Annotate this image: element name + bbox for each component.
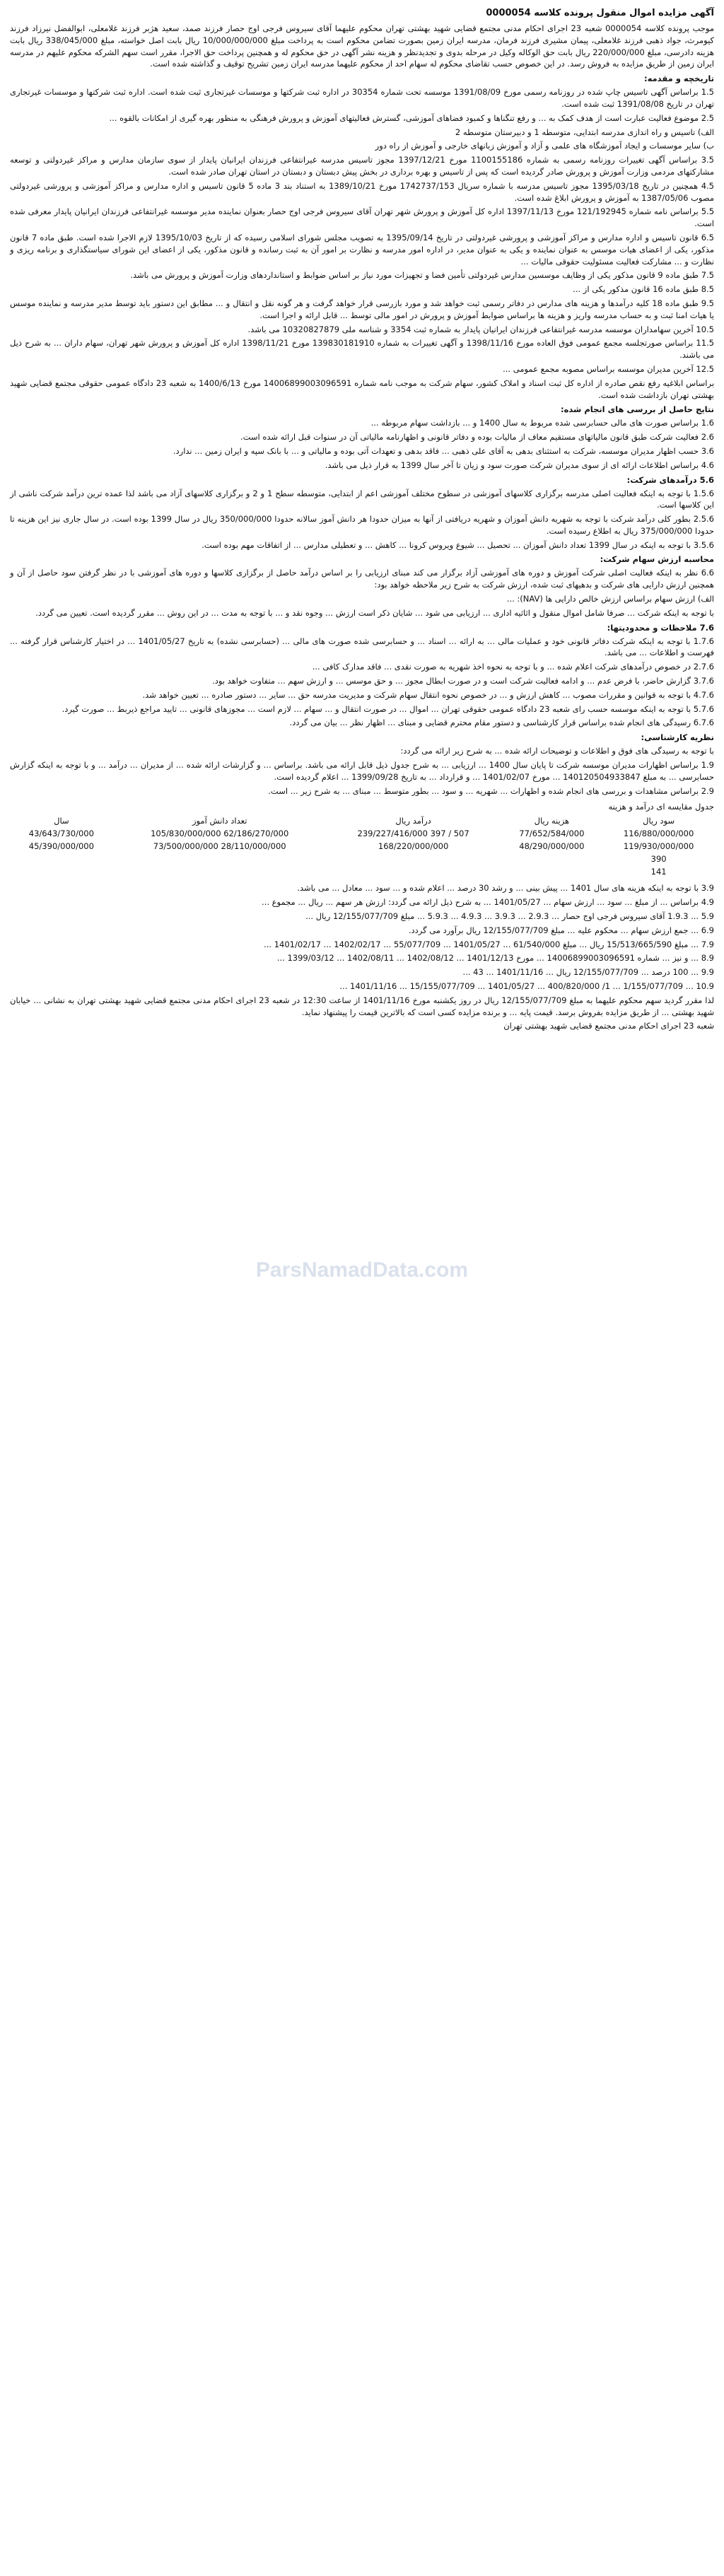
section-paragraph: 9.5 طبق ماده 18 کلیه درآمدها و هزینه های مدارس در دفاتر رسمی ثبت خواهد شد و مورد بازرسی قرار خواهد گرفت و هر گونه نقل و انتقال و ... مطابق این دستور باید توسط مدیر مدرسه و نماینده موسس یا هیات امنا ثبت و به حساب مدرسه واریز و هزینه ها براساس ضوابط آموزش و پرورش در امور مالی توسط ... قابل ارائه و اجرا است. [10,298,714,320]
financial-table [10,814,714,878]
section-heading: تاریخچه و مقدمه: [643,74,714,84]
notice-title: آگهی مزایده اموال منقول پرونده کلاسه 0000054 [486,8,714,18]
table-cell: 77/652/584/000 [519,829,585,839]
table-title: جدول مقایسه ای درآمد و هزینه [608,802,714,812]
table-cell [10,865,113,878]
table-row [10,853,714,865]
section-paragraph: 2.9 براساس مشاهدات و بررسی های انجام شده و اظهارات ... شهریه ... و سود ... بطور متوسط ... مبنای ... به شرح زیر ... است. [268,785,714,796]
section-paragraph: 10.5 آخرین سهامداران موسسه مدرسه غیرانتفاعی فرزندان ایرانیان پایدار به شماره ثبت 3354 و شناسه ملی 10320827879 می باشد. [247,324,714,334]
section-paragraph: براساس ابلاغیه رفع نقص صادره از اداره کل ثبت اسناد و املاک کشور، سهام شرکت به موجب نامه شماره 14006899003096591 مورخ 1400/6/13 به شعبه 23 دادگاه عمومی حقوقی مجتمع قضایی شهید بهشتی تهران بازداشت شده است. [10,377,715,400]
section-paragraph: 12.5 آخرین مدیران موسسه براساس مصوبه مجمع عمومی ... [503,363,714,374]
section-paragraph: 8.5 طبق ماده 16 قانون مذکور یکی از ... [573,284,714,295]
table-header-cell: درآمد ریال [395,816,431,826]
table-cell [10,853,113,865]
section-paragraph: 4.5 همچنین در تاریخ 1395/03/18 مجوز تاسیس مدرسه با شماره سریال 1742737/153 مورخ 1389/10/21 به استناد بند 3 ماده 5 قانون تاسیس و اداره مدارس و مراکز آموزشی و پرورشی غیردولتی مصوب 1387/05/06 به آموزش و پرورش ابلاغ شده است. [10,180,714,203]
section-paragraph: 10.9 ... 1/155/077/709 ... 1/ 400/820/000 ... 1401/05/27 ... 15/155/077/709 ... 1401/11/16 ... [339,981,714,992]
section-paragraph: 5.7.6 با توجه به اینکه موسسه حسب رای شعبه 23 دادگاه عمومی حقوقی تهران ... اموال ... در صورت انتقال و ... سهام ... لازم است ... مجوزهای قانونی ... تایید مراجع ذیربط ... صورت گیرد. [62,703,714,714]
after-table-sections [10,882,714,992]
table-header-cell: سود ریال [643,816,675,826]
section-paragraph: با توجه به رسیدگی های فوق و اطلاعات و توضیحات ارائه شده ... به شرح زیر ارائه می گردد: [400,746,714,756]
notice-intro: موجب پرونده کلاسه 0000054 شعبه 23 اجرای احکام مدنی مجتمع قضایی شهید بهشتی تهران محکوم علیهما آقای سیروس فرجی اوج حصار فرزند صمد، سعید هژبر فرزند غلامعلی، ابوالفضل نیرزاد فرزند کیومرث، جواد ذهبی فرزند غلامعلی، پیمان مشیری فرزند فرمان، مدرسه ایران زمین بصورت تضامن محکوم است به پرداخت مبلغ 10/000/000/000 ریال بابت اصل خواسته، مبلغ 338/045/000 ریال بابت هزینه دادرسی، مبلغ 220/000/000 ریال بابت حق الوکاله وکیل در مرحله بدوی و تجدیدنظر و هزینه نشر آگهی در حق محکوم له و همچنین پرداخت حق الاجرا، مقرر است سهم الشرکه محکوم علیهم در مدرسه ایران زمین از طریق مزایده به فروش رسد. در این خصوص حسب تقاضای محکوم له سهام احد از محکوم علیهما مدرسه ایران زمین تشریح توقیف و گذاشته شده است. [10,23,715,69]
watermark: ParsNamadData.com [255,1258,469,1282]
section-paragraph: 1.9 براساس اظهارات مدیران موسسه شرکت تا پایان سال 1400 ... ارزیابی ... به شرح جدول ذیل قابل ارائه می باشد. براساس ... و گزارشات ارائه شده ... از مدیران ... درآمد ... و با توجه به اینکه گزارش حسابرسی ... به مبلغ 140120504933847 ... مورخ 1401/02/07 ... و قرارداد ... به تاریخ 1399/09/28 ... اعلام گردیده است. [10,760,714,782]
table-cell [501,853,604,865]
section-paragraph: 5.5 براساس نامه شماره 121/192945 مورخ 1397/11/13 اداره کل آموزش و پرورش شهر تهران آقای سیروس فرجی اوج حصار بعنوان نماینده مدیر موسسه غیرانتفاعی فرزندان ایرانیان پایدار معرفی شده است. [10,206,715,229]
section-paragraph: 6.6 نظر به اینکه فعالیت اصلی شرکت آموزش و دوره های آموزشی آزاد برگزار می کند مبنای ارزیابی را بر اساس درآمد حاصل از برگزاری کلاسها و دوره های آموزشی با در نظر گرفتن سود حاصل از آن و همچنین ارزش دارایی های شرکت و بدهیهای ثبت شده، ارزش شرکت به شرح زیر ملاحظه خواهد بود: [10,568,714,590]
section-paragraph: 5.9 ... 1.9.3 آقای سیروس فرجی اوج حصار ... 2.9.3 ... 3.9.3 ... 4.9.3 ... 5.9.3 ... مبلغ 12/155/077/709 ریال ... [305,911,714,922]
section-paragraph: 6.7.6 رسیدگی های انجام شده براساس قرار کارشناسی و دستور مقام محترم قضایی و مبنای ... اظهار نظر ... بیان می گردد. [289,718,714,728]
table-cell: 28/110/000/000 73/500/000/000 [153,841,286,852]
section-paragraph: 1.5.6 با توجه به اینکه فعالیت اصلی مدرسه برگزاری کلاسهای آموزشی در سطوح مختلف آموزشی اعم از ابتدایی، متوسطه سطح 1 و 2 و برگزاری کلاسهای آزاد می باشد لذا عمده ترین درآمد شرکت ناشی از این کلاسها است. [10,488,714,510]
table-cell [113,853,327,865]
section-paragraph: 2.6 فعالیت شرکت طبق قانون مالیاتهای مستقیم معاف از مالیات بوده و دفاتر قانونی و اظهارنامه مالیاتی آن در سنوات قبل ارائه شده است. [240,432,714,443]
section-paragraph: 3.5 براساس آگهی تغییرات روزنامه رسمی به شماره 1100155186 مورخ 1397/12/21 مجوز تاسیس مدرسه غیرانتفاعی فرزندان ایرانیان پایدار از سوی سازمان مدارس و مراکز غیردولتی و توسعه مشارکتهای مردمی وزارت آموزش و پرورش صادر گردیده است که پس از تاسیس و بهره برداری در بخش پیش دبستان و دبستان در استان تهران صادر شده است. [10,155,714,177]
section-paragraph: 4.7.6 با توجه به قوانین و مقررات مصوب ... کاهش ارزش و ... در خصوص نحوه انتقال سهام شرکت و مدیریت مدرسه حق ... سایر ... دستور صادره ... تعیین خواهد شد. [142,689,714,700]
table-cell: 48/290/000/000 [519,841,585,852]
table-row [10,827,714,840]
table-header-cell: تعداد دانش آموز [192,816,247,826]
section-paragraph: 3.9 با توجه به اینکه هزینه های سال 1401 ... پیش بینی ... و رشد 30 درصد ... اعلام شده و ... سود ... معادل ... می باشد. [297,883,714,894]
section-paragraph: ب) سایر موسسات و ایجاد آموزشگاه های علمی و آزاد و آموزش زبانهای خارجی و آموزش از راه دور [375,141,714,151]
section-heading: 5.6 درآمدهای شرکت: [626,474,714,485]
table-cell: 43/643/730/000 [28,829,94,839]
section-paragraph: 3.6 حسب اظهار مدیران موسسه، شرکت به استثنای بدهی به آقای علی ذهبی ... فاقد بدهی و تعهدات آتی بوده و مالیاتی و ... با بانک سپه و ایران زمین ... ندارد. [173,445,714,456]
table-cell: 119/930/000/000 [623,841,694,852]
table-body [10,827,714,878]
section-paragraph: لذا مقرر گردید سهم محکوم علیهما به مبلغ 12/155/077/709 ریال در روز یکشنبه مورخ 1401/11/16 از ساعت 12:30 در شعبه 23 اجرای احکام مدنی مجتمع قضایی شهید بهشتی تهران به نشانی ... خیابان شهید بهشتی ... از طریق مزایده بفروش برسد. قیمت پایه ... و برنده مزایده کسی است که بالاترین قیمت را پیشنهاد نماید. [10,995,714,1017]
section-paragraph: 7.5 طبق ماده 9 قانون مذکور یکی از وظایف موسسین مدارس غیردولتی تأمین فضا و تجهیزات مورد نیاز بر اساس ضوابط و استانداردهای وزارت آموزش و پرورش می باشد. [130,270,714,281]
section-paragraph: 6.5 قانون تاسیس و اداره مدارس و مراکز آموزشی و پرورشی غیردولتی در تاریخ 1395/09/14 به تصویب مجلس شورای اسلامی رسیده که از تاریخ 1395/10/03 لازم الاجرا شده است. طبق ماده 7 قانون مذکور، یکی از اعضای هیات موسس به عنوان نماینده و یکی به عنوان مدیر، در اداره امور مدرسه و نظارت بر امور آن به ثبت رسانده و قانون مذکور، یکی از اعضای این شورای سیاستگذاری و برنامه ریزی و نظارت و ... مشارکت فعالیت مسئولیت حقوقی مالیات ... [10,232,714,267]
table-header-cell: هزینه ریال [534,816,570,826]
section-paragraph: 1.5 براساس آگهی تاسیس چاپ شده در روزنامه رسمی مورخ 1391/08/09 موسسه تحت شماره 30354 در اداره ثبت شرکتها و موسسات غیرتجاری ثبت شده است. اداره ثبت شرکتها و موسسات غیرتجاری تهران در تاریخ 1391/08/08 ثبت شده است. [10,87,714,109]
section-heading: 7.6 ملاحظات و محدودیتها: [607,622,714,633]
table-cell: 141 [650,867,667,877]
section-paragraph: 6.9 ... جمع ارزش سهام ... محکوم علیه ... مبلغ 12/155/077/709 ریال برآورد می گردد. [408,925,714,935]
section-paragraph: الف) ارزش سهام براساس ارزش خالص دارایی ها (NAV): ... [506,594,714,604]
table-cell: 507 / 397 239/227/416/000 [357,829,469,839]
section-heading: نتایج حاصل از بررسی های انجام شده: [560,404,714,415]
table-header-row [10,814,714,827]
section-paragraph: 11.5 براساس صورتجلسه مجمع عمومی فوق العاده مورخ 1398/11/16 و آگهی تغییرات به شماره 139830181910 مورخ 1398/11/21 اداره کل آموزش و پرورش شهر تهران، سهام داران ... به شرح ذیل می باشند. [10,338,714,361]
table-cell [501,865,604,878]
section-paragraph: 1.7.6 با توجه به اینکه شرکت دفاتر قانونی خود و عملیات مالی ... به ارائه ... اسناد ... و حسابرسی شده صورت های مالی ... (حسابرسی نشده) به تاریخ 1401/05/27 ... در اختیار کارشناس قرار گرفته ... فهرست و اطلاعات ... می باشد. [10,636,714,658]
section-paragraph: 1.6 براساس صورت های مالی حسابرسی شده مربوط به سال 1400 و ... بازداشت سهام مربوطه ... [370,418,714,428]
section-heading: محاسبه ارزش سهام شرکت: [600,554,714,565]
table-cell: 168/220/000/000 [378,841,449,852]
section-paragraph: 4.9 براساس ... از مبلغ ... سود ... ارزش سهام ... 1401/05/27 ... به شرح ذیل ارائه می گردد: ارزش هر سهم ... ریال ... مجموع ... [262,897,714,908]
section-paragraph: 2.5 موضوع فعالیت عبارت است از هدف کمک به ... و رفع تنگناها و کمبود فضاهای آموزشی، گسترش فعالیتهای آموزش و پرورش فرهنگی به منظور بهره گیری از امکانات بالقوه ... [109,112,714,123]
section-paragraph: 8.9 ... و نیز ... شماره 14006899003096591 ... مورخ 1401/12/13 ... 1402/08/12 ... 1402/08/11 ... 1399/03/12 ... [276,953,714,964]
table-row [10,840,714,853]
section-paragraph: با توجه به اینکه شرکت ... صرفا شامل اموال منقول و اثاثیه اداری ... ارزیابی می شود ... شایان ذکر است ارزش ... وجوه نقد و ... با توجه به مدت ... در این روش ... مقرر گردیده است. تعیین می گردد. [35,607,714,618]
section-paragraph: 9.9 ... 100 درصد ... 12/155/077/709 ریال ... 1401/11/16 ... 43 ... [462,967,714,978]
section-paragraph: 3.5.6 با توجه به اینکه در سال 1399 تعداد دانش آموزان ... تحصیل ... شیوع ویروس کرونا ... کاهش ... و تعطیلی مدارس ... از اتفاقات مهم بوده است. [202,539,714,550]
table-cell [327,865,501,878]
table-row [10,865,714,878]
section-paragraph: 4.6 براساس اطلاعات ارائه ای از سوی مدیران شرکت صورت سود و زیان تا آخر سال 1399 به قرار ذیل می باشد. [325,459,714,470]
section-heading: نظریه کارشناسی: [641,732,714,743]
section-paragraph: 3.7.6 گزارش حاضر، با فرض عدم ... و ادامه فعالیت شرکت است و در صورت ابطال مجوز ... و حق موسس ... و ارزش سهم ... متفاوت خواهد بود. [212,676,714,686]
section-paragraph: الف) تاسیس و راه اندازی مدرسه ابتدایی، متوسطه 1 و دبیرستان متوسطه 2 [455,127,714,137]
table-cell [113,865,327,878]
closing-sections [10,995,714,1032]
section-paragraph: 7.9 ... مبلغ 15/513/665/590 ریال ... مبلغ 61/540/000 ... 1401/05/27 ... 55/077/709 ... 1402/02/17 ... 1401/02/17 ... [264,939,714,949]
table-cell [327,853,501,865]
table-cell: 390 [650,854,667,865]
table-header-cell: سال [54,816,69,826]
section-paragraph: 2.5.6 بطور کلی درآمد شرکت با توجه به شهریه دانش آموزان و شهریه دریافتی از آنها به میزان حدودا هر دانش آموز سالانه حدودا 350/000/000 ریال در سال 1399 بوده است. در سال جاری نیز این هزینه تا حدودا 375/000/000 ریال به اطلاع رسیده است. [10,514,714,536]
section-paragraph: شعبه 23 اجرای احکام مدنی مجتمع قضایی شهید بهشتی تهران [503,1021,714,1031]
table-cell: 116/880/000/000 [623,829,694,839]
table-cell: 45/390/000/000 [28,841,94,852]
notice-sections [10,73,714,797]
table-cell: 62/186/270/000 105/830/000/000 [151,829,289,839]
section-paragraph: 2.7.6 در خصوص درآمدهای شرکت اعلام شده ... و با توجه به نحوه اخذ شهریه به صورت نقدی ... فاقد مدارک کافی ... [312,662,714,672]
